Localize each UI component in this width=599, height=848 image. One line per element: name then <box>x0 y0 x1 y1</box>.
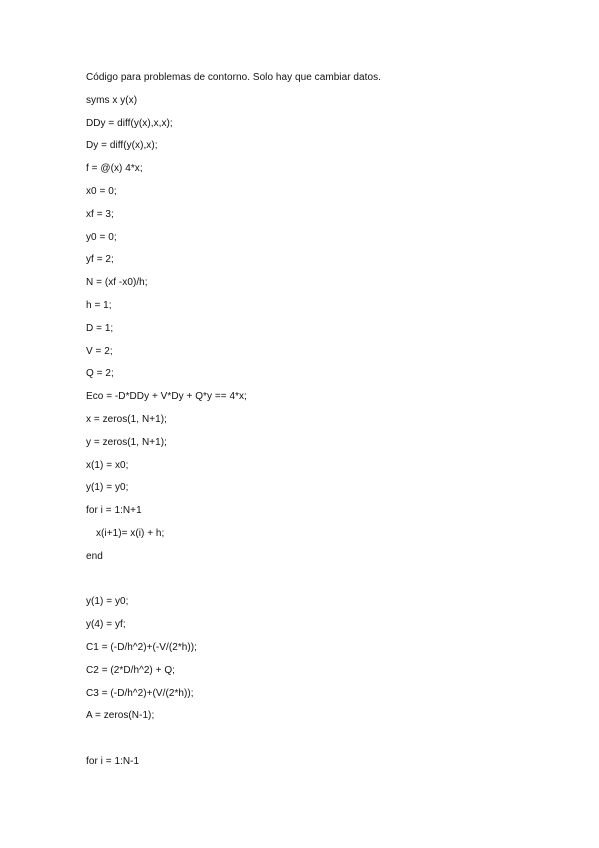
code-line: end <box>86 550 103 562</box>
code-line: DDy = diff(y(x),x,x); <box>86 117 173 129</box>
code-line: C1 = (-D/h^2)+(-V/(2*h)); <box>86 641 197 653</box>
code-line: C3 = (-D/h^2)+(V/(2*h)); <box>86 687 194 699</box>
code-line: x0 = 0; <box>86 185 117 197</box>
code-line: y(4) = yf; <box>86 619 126 631</box>
document-heading: Código para problemas de contorno. Solo hay que cambiar datos. <box>86 72 381 83</box>
code-line: h = 1; <box>86 299 112 311</box>
code-line: x(1) = x0; <box>86 459 129 471</box>
code-line: Eco = -D*DDy + V*Dy + Q*y == 4*x; <box>86 391 247 403</box>
code-line: D = 1; <box>86 322 114 334</box>
code-line: f = @(x) 4*x; <box>86 163 143 175</box>
code-line: Q = 2; <box>86 368 114 380</box>
code-line: for i = 1:N-1 <box>86 755 140 767</box>
code-line: y0 = 0; <box>86 231 117 243</box>
code-line: y(1) = y0; <box>86 596 129 608</box>
code-line: Dy = diff(y(x),x); <box>86 140 158 152</box>
blank-line <box>86 573 576 596</box>
code-line: V = 2; <box>86 345 113 357</box>
code-line: xf = 3; <box>86 208 114 220</box>
code-text-block <box>86 71 576 778</box>
code-line: yf = 2; <box>86 254 114 266</box>
code-line-indented: x(i+1)= x(i) + h; <box>96 527 165 539</box>
code-line: A = zeros(N-1); <box>86 710 155 722</box>
code-line: C2 = (2*D/h^2) + Q; <box>86 664 176 676</box>
blank-line <box>86 732 576 755</box>
code-line: x = zeros(1, N+1); <box>86 413 167 425</box>
code-line: syms x y(x) <box>86 94 138 106</box>
code-line: N = (xf -x0)/h; <box>86 277 148 289</box>
code-line: y(1) = y0; <box>86 482 129 494</box>
code-line: for i = 1:N+1 <box>86 505 142 517</box>
code-line: y = zeros(1, N+1); <box>86 436 167 448</box>
